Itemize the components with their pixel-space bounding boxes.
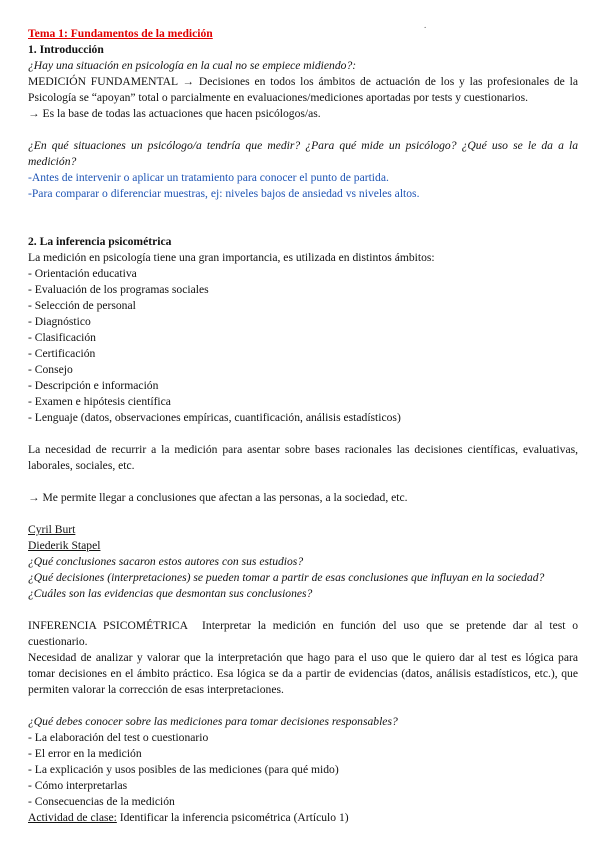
list-item: - Consejo (28, 362, 578, 378)
author-question: ¿Qué conclusiones sacaron estos autores con sus estudios? (28, 555, 304, 568)
author-name: Cyril Burt (28, 523, 76, 536)
answer-line: -Antes de intervenir o aplicar un tratamiento para conocer el punto de partida. (28, 171, 389, 184)
list-item: - Evaluación de los programas sociales (28, 282, 578, 298)
list-item: - El error en la medición (28, 746, 578, 762)
section-1-heading: 1. Introducción (28, 43, 104, 56)
list-item: - Clasificación (28, 330, 578, 346)
list-item: - Lenguaje (datos, observaciones empíricas, cuantificación, análisis estadísticos) (28, 410, 578, 426)
areas-intro: La medición en psicología tiene una gran importancia, es utilizada en distintos ámbitos: (28, 251, 435, 264)
inference-text: Interpretar la medición en función del uso que se pretende dar al test o cuestionario. (28, 619, 578, 648)
list-item: - Selección de personal (28, 298, 578, 314)
author-question: ¿Qué decisiones (interpretaciones) se pueden tomar a partir de esas conclusiones que influyan en la sociedad? (28, 571, 545, 584)
inference-definition (28, 618, 578, 650)
activity-label: Actividad de clase: (28, 811, 117, 824)
conclusions-paragraph: → Me permite llegar a conclusiones que afectan a las personas, a la sociedad, etc. (28, 491, 408, 504)
list-item: - Descripción e información (28, 378, 578, 394)
situations-question: ¿En qué situaciones un psicólogo/a tendría que medir? ¿Para qué mide un psicólogo? ¿Qué uso se le da a la medición? (28, 139, 578, 168)
list-item: - La elaboración del test o cuestionario (28, 730, 578, 746)
base-of-actions-paragraph: → Es la base de todas las actuaciones que hacen psicólogos/as. (28, 107, 321, 120)
areas-list (28, 266, 578, 426)
inference-label: INFERENCIA PSICOMÉTRICA (28, 619, 189, 632)
fundamental-measurement-paragraph: MEDICIÓN FUNDAMENTAL → Decisiones en todos los ámbitos de actuación de los y las profesionales de la Psicología se “apoyan” total o parcialmente en evaluaciones/mediciones aportadas por tests y cuestionarios. (28, 75, 578, 104)
intro-question: ¿Hay una situación en psicología en la cual no se empiece midiendo?: (28, 59, 357, 72)
corner-mark: . (424, 20, 427, 30)
list-item: - Diagnóstico (28, 314, 578, 330)
list-item: - Examen e hipótesis científica (28, 394, 578, 410)
document-page (28, 26, 578, 826)
class-activity (28, 810, 578, 826)
analyze-paragraph: Necesidad de analizar y valorar que la interpretación que hago para el uso que le quiero dar al test es lógica para tomar decisiones en el ámbito práctico. Esa lógica se da a partir de evidencias (datos, análisis estadísticos, etc.), que permiten valorar la corrección de esas interpretaciones. (28, 651, 578, 696)
document-title: Tema 1: Fundamentos de la medición (28, 27, 213, 40)
list-item: - Consecuencias de la medición (28, 794, 578, 810)
list-item: - Certificación (28, 346, 578, 362)
answer-line: -Para comparar o diferenciar muestras, ej: niveles bajos de ansiedad vs niveles altos. (28, 187, 420, 200)
need-paragraph: La necesidad de recurrir a la medición para asentar sobre bases racionales las decisiones científicas, evaluativas, laborales, sociales, etc. (28, 443, 578, 472)
knowledge-question: ¿Qué debes conocer sobre las mediciones para tomar decisiones responsables? (28, 715, 398, 728)
author-question: ¿Cuáles son las evidencias que desmontan sus conclusiones? (28, 587, 313, 600)
section-2-heading: 2. La inferencia psicométrica (28, 235, 172, 248)
list-item: - Orientación educativa (28, 266, 578, 282)
list-item: - La explicación y usos posibles de las mediciones (para qué mido) (28, 762, 578, 778)
list-item: - Cómo interpretarlas (28, 778, 578, 794)
author-name: Diederik Stapel (28, 539, 101, 552)
activity-text: Identificar la inferencia psicométrica (Artículo 1) (116, 811, 349, 824)
knowledge-list (28, 730, 578, 810)
